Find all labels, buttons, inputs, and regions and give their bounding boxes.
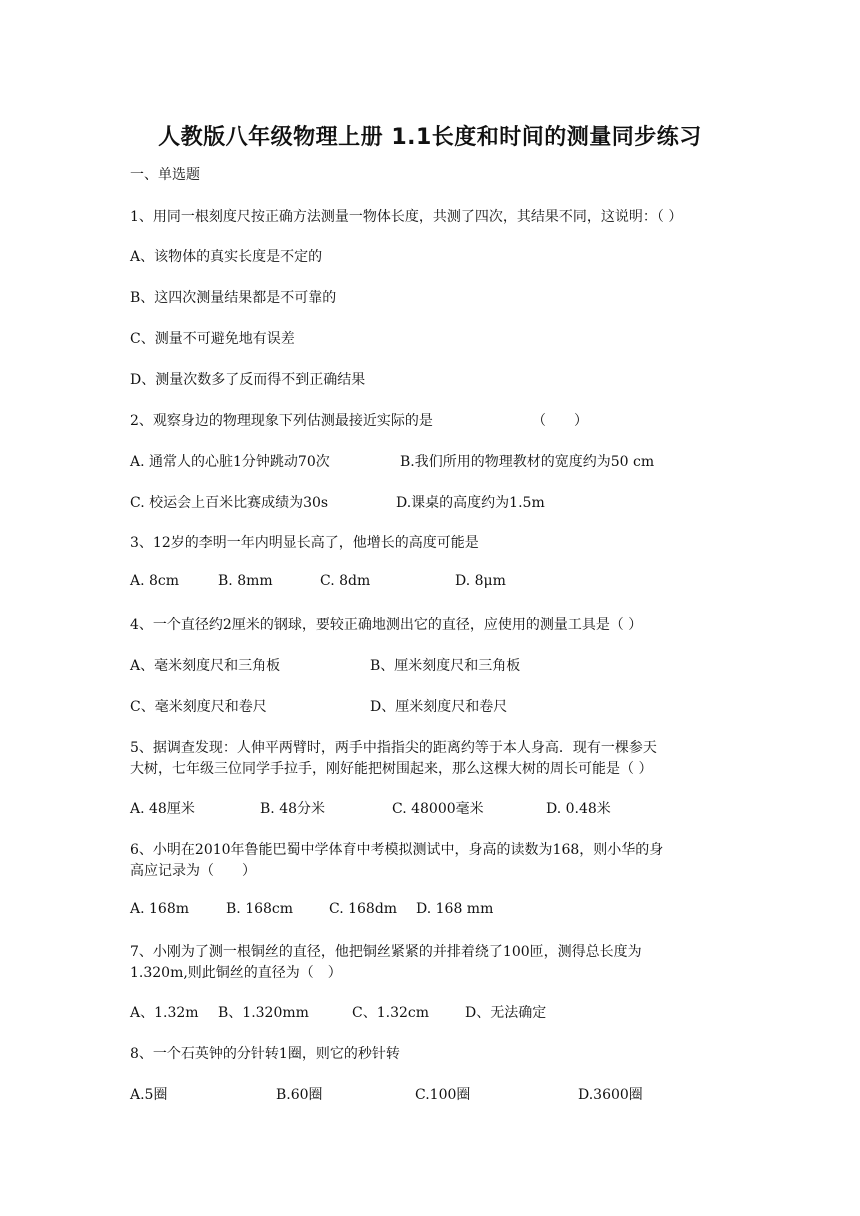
question-8-option-d: D.3600圈 [578,1087,643,1103]
document-title: 人教版八年级物理上册 1.1长度和时间的测量同步练习 [158,125,702,150]
question-3-option-a: A. 8cm [130,573,180,589]
question-4-option-b: B、厘米刻度尺和三角板 [370,658,521,674]
question-7-option-b: B、1.320mm [218,1005,309,1021]
question-1-option-c: C、测量不可避免地有误差 [130,331,295,347]
question-5-option-c: C. 48000毫米 [392,801,484,817]
question-8-stem: 8、一个石英钟的分针转1圈，则它的秒针转 [130,1046,400,1062]
question-8-option-c: C.100圈 [415,1087,471,1103]
question-4-stem: 4、一个直径约2厘米的钢球，要较正确地测出它的直径，应使用的测量工具是（ ） [130,617,643,633]
question-2-stem: 2、观察身边的物理现象下列估测最接近实际的是 [130,413,433,429]
question-2-option-a: A. 通常人的心脏1分钟跳动70次 [130,454,330,470]
question-5-stem-line-2: 大树，七年级三位同学手拉手，刚好能把树围起来，那么这棵大树的周长可能是（ ） [130,761,653,777]
question-1-option-a: A、该物体的真实长度是不定的 [130,249,323,265]
question-2-option-d: D.课桌的高度约为1.5m [396,495,545,511]
question-5-stem-line-1: 5、据调查发现：人伸平两臂时，两手中指指尖的距离约等于本人身高．现有一棵参天 [130,740,657,756]
question-6-option-c: C. 168dm [329,901,398,917]
question-6-stem-line-1: 6、小明在2010年鲁能巴蜀中学体育中考模拟测试中，身高的读数为168，则小华的身 [130,842,664,858]
question-7-option-a: A、1.32m [130,1005,199,1021]
question-7-option-d: D、无法确定 [465,1005,547,1021]
question-6-stem-line-2: 高应记录为（ ） [130,863,256,879]
question-6-option-d: D. 168 mm [416,901,494,917]
question-3-option-b: B. 8mm [218,573,273,589]
question-1-option-d: D、测量次数多了反而得不到正确结果 [130,372,366,388]
question-3-stem: 3、12岁的李明一年内明显长高了，他增长的高度可能是 [130,535,479,551]
question-8-option-b: B.60圈 [276,1087,323,1103]
question-1-stem: 1、用同一根刻度尺按正确方法测量一物体长度，共测了四次，其结果不同，这说明：（ ） [130,209,683,225]
question-5-option-b: B. 48分米 [260,801,326,817]
section-heading: 一、单选题 [130,167,200,183]
question-7-stem-line-2: 1.320m,则此铜丝的直径为（ ） [130,965,342,981]
question-8-option-a: A.5圈 [130,1087,168,1103]
question-5-option-d: D. 0.48米 [546,801,611,817]
question-4-option-d: D、厘米刻度尺和卷尺 [370,699,508,715]
question-4-option-c: C、毫米刻度尺和卷尺 [130,699,267,715]
question-2-answer-paren: （ ） [532,413,588,429]
question-7-option-c: C、1.32cm [352,1005,429,1021]
question-5-option-a: A. 48厘米 [130,801,195,817]
question-4-option-a: A、毫米刻度尺和三角板 [130,658,281,674]
question-3-option-d: D. 8μm [455,573,506,589]
question-2-option-c: C. 校运会上百米比赛成绩为30s [130,495,329,511]
question-6-option-b: B. 168cm [226,901,294,917]
question-7-stem-line-1: 7、小刚为了测一根铜丝的直径，他把铜丝紧紧的并排着绕了100匝，测得总长度为 [130,944,642,960]
question-1-option-b: B、这四次测量结果都是不可靠的 [130,290,337,306]
question-2-option-b: B.我们所用的物理教材的宽度约为50 cm [400,454,655,470]
question-6-option-a: A. 168m [130,901,190,917]
question-3-option-c: C. 8dm [320,573,371,589]
